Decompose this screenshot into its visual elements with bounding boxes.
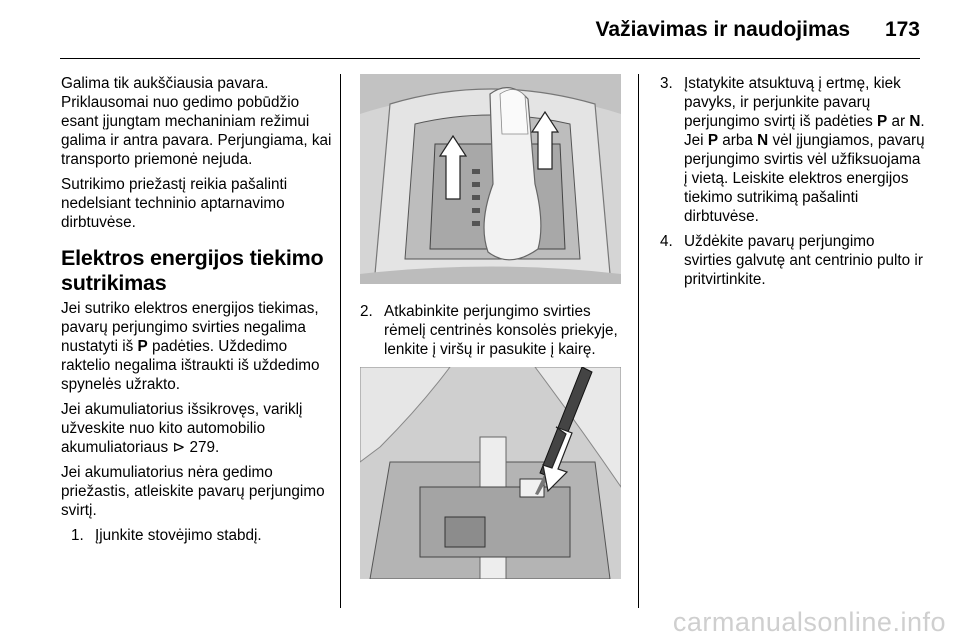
watermark: carmanualsonline.info <box>672 607 946 637</box>
paragraph: Sutrikimo priežastį reikia pašalinti nedelsiant techninio aptarnavimo dirbtuvėse. <box>61 176 288 231</box>
page-header <box>0 0 960 62</box>
column-middle <box>360 74 622 579</box>
step-1: 1. Įjunkite stovėjimo stabdį. <box>71 527 262 544</box>
column-divider <box>638 74 639 608</box>
step-2: 2. Atkabinkite perjungimo svirties rėmelį centrinės konsolės priekyje, lenkite į viršų ir pasukite į kairę. <box>360 303 618 358</box>
column-divider <box>340 74 341 608</box>
chapter-title: Važiavimas ir naudojimas <box>595 18 850 41</box>
column-right <box>660 74 925 295</box>
step-4: 4. Uždėkite pavarų perjungimo svirties galvutę ant centrinio pulto ir pritvirtinkite. <box>660 233 923 288</box>
column-left <box>61 74 333 551</box>
page-number: 173 <box>884 18 920 41</box>
section-heading: Elektros energijos tiekimo sutrikimas <box>61 246 324 295</box>
gear-shifter-illustration <box>360 74 621 284</box>
arrow-reference-icon: ⊳ <box>172 439 186 456</box>
page-reference[interactable]: 279. <box>189 439 220 456</box>
paragraph: Galima tik aukščiausia pavara. Priklausomai nuo gedimo pobūdžio esant įjungtam mechaniniam režimui galima ir antra pavara. Perjungiama, kai transporto priemonė nejuda. <box>61 75 332 168</box>
paragraph: Jei akumuliatorius išsikrovęs, variklį užveskite nuo kito automobilio akumuliatoriaus ⊳ 279. <box>61 401 303 456</box>
screwdriver-illustration <box>360 367 621 579</box>
paragraph: Jei sutriko elektros energijos tiekimas, pavarų perjungimo svirties negalima nustatyti iš P padėties. Uždedimo raktelio negalima ištraukti iš uždedimo spynelės užrakto. <box>61 300 320 393</box>
paragraph: Jei akumuliatorius nėra gedimo priežastis, atleiskite pavarų perjungimo svirtį. <box>61 464 325 519</box>
step-3: 3. Įstatykite atsuktuvą į ertmę, kiek pavyks, ir perjunkite pavarų perjungimo svirtį iš padėties P ar N. Jei P arba N vėl įjungiamos, pavarų perjungimo svirtis vėl užfiksuojama į vietą. Leiskite elektros energijos tiekimo sutrikimą pašalinti dirbtuvėse. <box>660 75 925 225</box>
header-rule <box>60 58 920 59</box>
